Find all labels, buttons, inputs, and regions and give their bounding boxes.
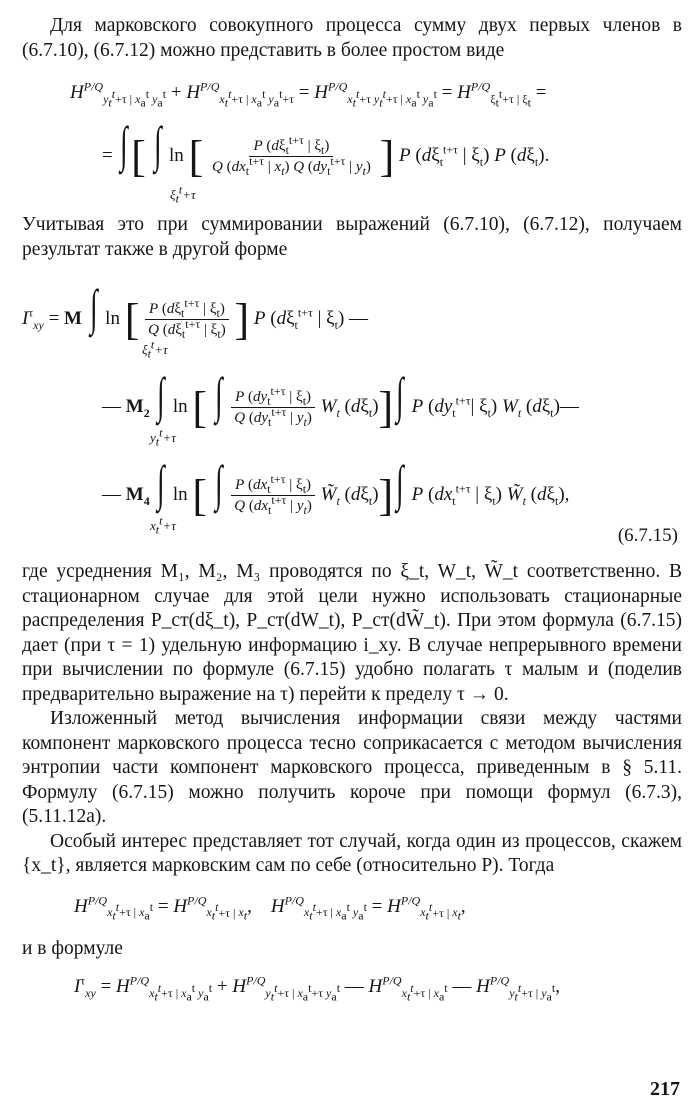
equation-4-line: $I^\tau_{xy} = H^{P/Q}_{x_t^t+\tau | x_a^t y_a^t} + H^{P/Q}_{y_t^t+\tau | x_a^t+\tau y_a^t}$ — $H^{P/Q}_{x_t^t+\tau | x_a^t}$ — $H^{P/Q}_{y_t^t+\tau | y_a^t}$, (74, 973, 560, 1004)
paragraph-special-case: Особый интерес представляет тот случай, когда один из процессов, скажем {x_t}, является марковским сам по себе (относительно P). Тогда (22, 830, 682, 876)
equation-block-3 (22, 879, 682, 937)
equation-3-line: $H^{P/Q}_{x_t^t+\tau | x_a^t} = H^{P/Q}_{x_t^t+\tau | x_t}$, $H^{P/Q}_{x_t^t+\tau | x_a^t y_a^t} = H^{P/Q}_{x_t^t+\tau | x_t}$, (74, 893, 466, 923)
equation-2-line-1-limit: $\xi_t^t+\tau$ (142, 337, 168, 361)
equation-source-text (0, 0, 1, 1)
paragraph-intro: Для марковского совокупного процесса сумму двух первых членов в (6.7.10), (6.7.12) можно представить в более простом виде (22, 15, 682, 61)
paragraph-method: Изложенный метод вычисления информации связи между частями компонент марковского процесса тесно соприкасается с методом вычисления энтропии части компонент марковского процесса, приведенным в § 5.11. Формулу (6.7.15) можно получить короче при помощи формул (6.7.3), (5.11.12а). (22, 708, 682, 827)
equation-2-line-1: $I^\tau_{xy} = M$ ∫ ln [ $\frac{P (d\xi_t^{t+\tau} | \xi_t)}{Q (d\xi_t^{t+\tau} | \xi_t)}$ ] P ($d\xi_t^{t+\tau}$ | $\xi_t$) — (22, 279, 369, 344)
paragraph-averaging: где усреднения M₁, M₂, M₃ проводятся по ξ_t, W_t, W̃_t соответственно. В стационарном случае для этой цели нужно использовать стационарные распределения P_ст(dξ_t), P_ст(dW_t), P_ст(dW̃_t). При этом формула (6.7.15) дает (при τ = 1) удельную информацию i_xy. В случае непрерывного времени при вычислении по формуле (6.7.15) удобно полагать τ малым и (поделив предварительно выражение на τ) перейти к пределу τ → 0. (22, 561, 682, 705)
equation-2-line-3-limit: $x_t^t+\tau$ (150, 513, 176, 537)
equation-1-integral-limit: $\xi_t^t+\tau$ (170, 182, 196, 206)
paragraph-sum: Учитывая это при суммировании выражений (6.7.10), (6.7.12), получаем результат также в другой форме (22, 214, 682, 260)
equation-2-line-3: — $M_4$ ∫ ln [ ∫ $\frac{P (dx_t^{t+\tau} | \xi_t)}{Q (dx_t^{t+\tau} | y_t)}$ $W̃_t$ $(d\xi_t)]\int$ P ($dx_t^{t+\tau}$ | $\xi_t$) $W̃_t$ $(d\xi_t)$, (102, 455, 570, 520)
eq1-line1-source (0, 0, 1, 1)
equation-2-line-2-limit: $y_t^t+\tau$ (150, 425, 176, 449)
equation-block-4 (22, 961, 682, 1017)
equation-1-line-1: $H^{P/Q}_{y_t^t+\tau | x_a^t y_a^t} + H^{P/Q}_{x_t^t+\tau | x_a^t y_a^t+\tau} = H^{P/Q}_{x_t^t+\tau y_t^t+\tau | x_a^t y_a^t} = H^{P/Q}_{\xi_t^t+\tau | \xi_t}$ = (70, 79, 547, 110)
equation-block-1 (22, 63, 682, 213)
equation-number: (6.7.15) (617, 525, 678, 546)
equation-1-line-2: = ∫[ ∫ ln [ $\frac{P (d\xi_t^{t+\tau} | \xi_t)}{Q (dx_t^{t+\tau} | x_t) Q (dy_t^{t+\tau} | y_t)}$ ] P ($d\xi_t^{t+\tau}$ | $\xi_t$) P $(d\xi_t)$. (102, 116, 550, 181)
page-number: 217 (650, 1078, 680, 1100)
paragraph-and-in-formula: и в формуле (22, 937, 123, 959)
equation-2-line-2: — $M_2$ ∫ ln [ ∫ $\frac{P (dy_t^{t+\tau} | \xi_t)}{Q (dy_t^{t+\tau} | y_t)}$ $W_t$ $(d\xi_t)]\int$ P ($dy_t^{t+\tau}|$ $\xi_t$) $W_t$ $(d\xi_t)—$ (102, 367, 579, 432)
equation-block-2 (22, 262, 682, 552)
